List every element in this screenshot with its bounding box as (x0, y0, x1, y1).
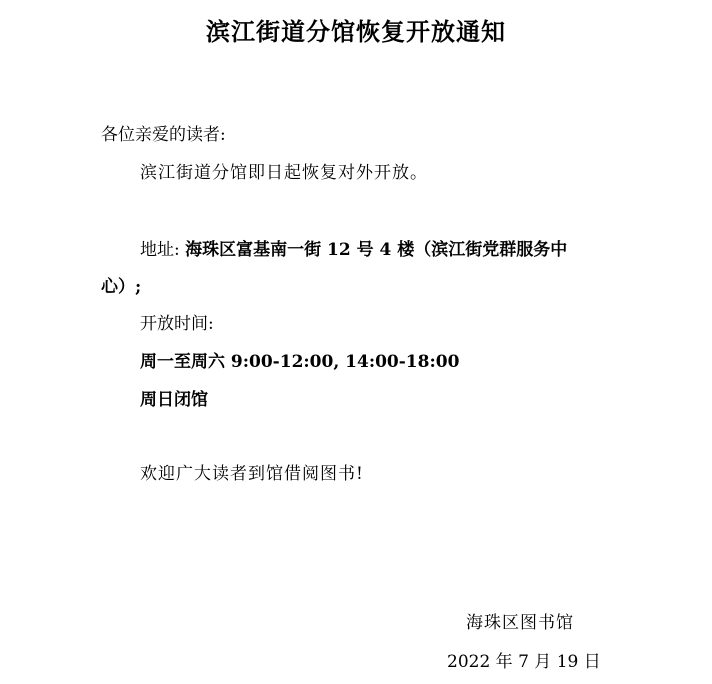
welcome-text: 欢迎广大读者到馆借阅图书! (140, 464, 364, 484)
signature-organization: 海珠区图书馆 (466, 613, 574, 633)
notice-title: 滨江街道分馆恢复开放通知 (206, 17, 506, 46)
address-value: 海珠区富基南一街 12 号 4 楼（滨江街党群服务中 (185, 240, 568, 260)
hours-label: 开放时间: (140, 314, 214, 334)
address-line-1 (140, 235, 567, 260)
address-label: 地址: (140, 240, 180, 260)
hours-weekdays: 周一至周六 9:00-12:00, 14:00-18:00 (140, 352, 460, 372)
reopening-statement: 滨江街道分馆即日起恢复对外开放。 (140, 163, 428, 183)
hours-sunday: 周日闭馆 (140, 390, 208, 410)
address-line-2: 心）; (101, 277, 142, 297)
salutation: 各位亲爱的读者: (101, 125, 226, 145)
signature-date: 2022 年 7 月 19 日 (447, 652, 601, 672)
